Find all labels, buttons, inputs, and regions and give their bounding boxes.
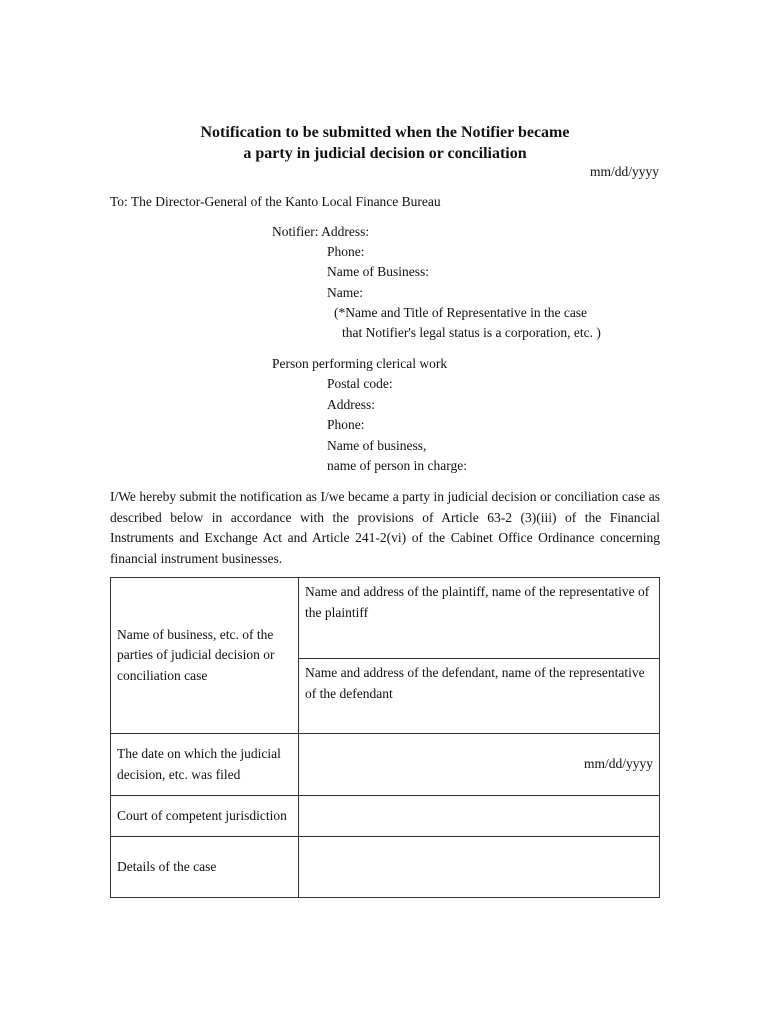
court-label: Court of competent jurisdiction bbox=[117, 807, 287, 823]
table-row bbox=[111, 734, 660, 796]
court-label-cell bbox=[111, 796, 299, 837]
table-row bbox=[111, 796, 660, 837]
declaration-paragraph: I/We hereby submit the notification as I/we became a party in judicial decision or conciliation case as described below in accordance with the provisions of Article 63-2 (3)(iii) of the Financial Instruments and Exchange Act and Article 241-2(vi) of the Cabinet Office Ordinance concerning financial instrument businesses. bbox=[110, 489, 660, 566]
submission-date: mm/dd/yyyy bbox=[589, 164, 659, 179]
case-details-table bbox=[110, 577, 660, 898]
notifier-business-label: Name of Business: bbox=[327, 264, 429, 279]
court-value-cell[interactable] bbox=[299, 796, 660, 837]
filed-date-value: mm/dd/yyyy bbox=[583, 756, 653, 772]
details-label: Details of the case bbox=[117, 858, 217, 874]
clerical-heading: Person performing clerical work bbox=[272, 356, 448, 371]
notifier-name-label: Name: bbox=[327, 285, 363, 300]
filed-date-label-cell bbox=[111, 734, 299, 796]
clerical-person-label: name of person in charge: bbox=[327, 458, 467, 473]
document-title bbox=[110, 122, 660, 164]
notifier-note-line-2: that Notifier's legal status is a corporation, etc. ) bbox=[342, 325, 601, 340]
plaintiff-label: Name and address of the plaintiff, name of the representative of the plaintiff bbox=[305, 584, 650, 620]
clerical-address-label: Address: bbox=[327, 397, 375, 412]
details-label-cell bbox=[111, 837, 299, 898]
plaintiff-cell[interactable] bbox=[299, 578, 660, 659]
table-row bbox=[111, 837, 660, 898]
filed-date-label: The date on which the judicial decision, etc. was filed bbox=[117, 746, 281, 782]
filed-date-cell[interactable] bbox=[299, 734, 660, 796]
parties-label: Name of business, etc. of the parties of judicial decision or conciliation case bbox=[117, 626, 275, 683]
title-line-2: a party in judicial decision or conciliation bbox=[243, 145, 527, 162]
addressee-line: To: The Director-General of the Kanto Local Finance Bureau bbox=[110, 194, 441, 209]
details-value-cell[interactable] bbox=[299, 837, 660, 898]
title-line-1: Notification to be submitted when the Notifier became bbox=[200, 124, 570, 141]
defendant-label: Name and address of the defendant, name of the representative of the defendant bbox=[305, 665, 645, 701]
notifier-note-line-1: (*Name and Title of Representative in the case bbox=[334, 305, 588, 320]
clerical-phone-label: Phone: bbox=[327, 417, 365, 432]
notifier-address-label: Notifier: Address: bbox=[272, 224, 370, 239]
parties-label-cell bbox=[111, 578, 299, 734]
notifier-phone-label: Phone: bbox=[327, 244, 365, 259]
clerical-postal-label: Postal code: bbox=[327, 376, 393, 391]
defendant-cell[interactable] bbox=[299, 659, 660, 734]
table-row bbox=[111, 578, 660, 659]
clerical-business-label: Name of business, bbox=[327, 438, 427, 453]
